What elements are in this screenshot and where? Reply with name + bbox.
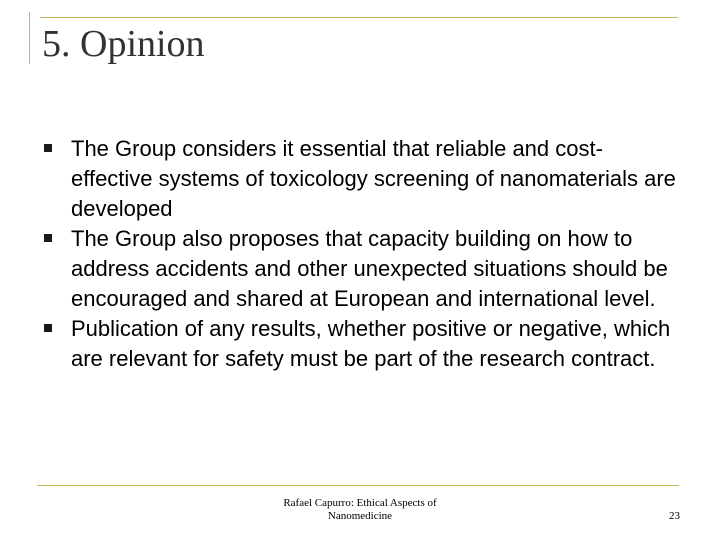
footer-credit-line2: Nanomedicine xyxy=(327,510,393,522)
footer-credit-line1: Rafael Capurro: Ethical Aspects of xyxy=(283,497,437,509)
square-bullet-icon xyxy=(44,234,52,242)
bottom-rule xyxy=(37,485,679,486)
bullet-list xyxy=(44,134,684,374)
bullet-item xyxy=(44,134,684,224)
bullet-text: Publication of any results, whether positive or negative, which are relevant for safety must be part of the research contract. xyxy=(71,316,671,371)
square-bullet-icon xyxy=(44,324,52,332)
slide-title: 5. Opinion xyxy=(42,23,205,65)
page-number: 23 xyxy=(669,510,680,522)
footer-credit xyxy=(250,497,470,523)
bullet-item xyxy=(44,224,684,314)
left-rule xyxy=(29,12,30,64)
square-bullet-icon xyxy=(44,144,52,152)
bullet-text: The Group also proposes that capacity building on how to address accidents and other unexpected situations should be encouraged and shared at European and international level. xyxy=(71,226,668,311)
bullet-item xyxy=(44,314,684,374)
bullet-text: The Group considers it essential that reliable and cost-effective systems of toxicology screening of nanomaterials are developed xyxy=(71,136,676,221)
top-rule xyxy=(40,17,678,18)
